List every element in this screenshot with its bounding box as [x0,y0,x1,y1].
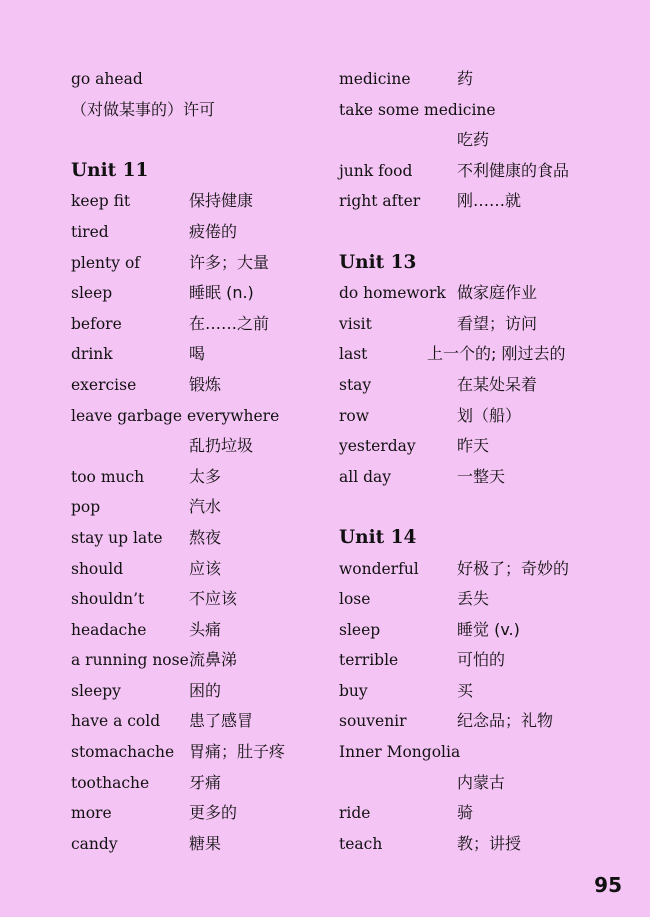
chinese-meaning: 骑 [457,803,474,823]
vocab-entry [339,370,599,401]
english-term: buy [339,681,368,700]
unit-heading: Unit 14 [339,526,417,548]
english-term: should [71,559,124,578]
english-term: have a cold [71,712,161,731]
chinese-meaning: 太多 [189,466,222,486]
english-term: plenty of [71,253,141,272]
vocab-entry [71,768,321,799]
vocab-entry [339,401,599,432]
vocab-entry [71,401,321,432]
vocab-entry [71,64,321,95]
vocab-entry [339,554,599,585]
chinese-meaning: 牙痛 [189,772,222,792]
spacer [339,492,599,523]
vocab-entry [71,339,321,370]
english-term: pop [71,498,101,517]
chinese-meaning: 在……之前 [189,313,270,333]
english-term: last [339,345,368,364]
vocab-entry [71,829,321,860]
chinese-meaning: 疲倦的 [189,221,238,241]
vocab-entry [339,186,599,217]
chinese-meaning: 药 [457,69,474,88]
vocab-entry [71,554,321,585]
chinese-meaning: 上一个的; 刚过去的 [427,344,566,364]
english-term: wonderful [339,559,419,578]
vocab-entry [339,431,599,462]
english-term: do homework [339,284,446,303]
chinese-meaning: 丢失 [457,589,490,609]
vocab-entry [339,737,599,768]
english-term: junk food [339,161,413,180]
vocab-entry [71,370,321,401]
chinese-meaning: 教；讲授 [457,833,522,853]
chinese-meaning: 头痛 [189,619,222,639]
vocab-entry [71,431,321,462]
chinese-meaning: 一整天 [457,466,506,486]
chinese-meaning: 糖果 [189,833,222,853]
vocab-entry [71,584,321,615]
english-term: tired [71,222,109,241]
chinese-meaning: 内蒙古 [457,772,506,792]
english-term: terrible [339,651,399,670]
vocab-entry [339,645,599,676]
page-number: 95 [594,873,622,897]
english-term: keep fit [71,192,131,211]
english-term: right after [339,192,421,211]
vocab-entry [71,462,321,493]
english-term: stay up late [71,528,163,547]
chinese-meaning: 困的 [189,680,222,700]
chinese-meaning: 昨天 [457,436,490,456]
vocab-entry [339,95,599,126]
vocab-entry [71,309,321,340]
chinese-meaning: 睡眠 (n.) [189,283,254,303]
chinese-meaning: 做家庭作业 [457,283,538,303]
chinese-meaning: 好极了；奇妙的 [457,558,570,578]
vocab-entry [71,676,321,707]
english-term: lose [339,590,371,609]
chinese-meaning: 刚……就 [457,191,522,211]
vocab-entry [71,217,321,248]
english-term: row [339,406,370,425]
vocab-entry [339,706,599,737]
unit-heading: Unit 13 [339,251,417,273]
vocab-entry [71,523,321,554]
chinese-meaning: 汽水 [189,497,222,517]
chinese-meaning: 许多；大量 [189,252,270,272]
vocab-entry [71,248,321,279]
chinese-meaning: 应该 [189,558,222,578]
vocab-entry [71,492,321,523]
english-term: ride [339,804,371,823]
english-term: take some medicine [339,100,496,119]
english-term: all day [339,467,392,486]
chinese-meaning: 不利健康的食品 [457,160,570,180]
english-term: a running nose [71,651,189,670]
vocab-entry [339,768,599,799]
chinese-meaning: 睡觉 (v.) [457,619,520,639]
chinese-meaning: 看望；访问 [457,313,538,333]
chinese-meaning: 流鼻涕 [189,650,238,670]
chinese-meaning: 更多的 [189,803,238,823]
chinese-meaning: 胃痛；肚子疼 [189,742,286,762]
vocab-entry [71,615,321,646]
vocab-entry [339,462,599,493]
english-term: candy [71,834,118,853]
vocab-entry [339,615,599,646]
vocab-entry [339,278,599,309]
chinese-meaning: 划（船） [457,405,522,425]
vocab-entry [339,125,599,156]
english-term: exercise [71,375,137,394]
english-term: sleepy [71,681,121,700]
chinese-meaning: 患了感冒 [189,711,254,731]
chinese-meaning: 吃药 [457,130,490,150]
chinese-meaning: 买 [457,680,474,700]
english-term: shouldn’t [71,590,145,609]
vocab-entry [339,64,599,95]
unit-heading: Unit 11 [71,159,149,181]
vocab-column-left [71,64,321,859]
spacer [339,217,599,248]
vocab-entry [71,798,321,829]
vocab-entry [339,798,599,829]
english-term: souvenir [339,712,407,731]
english-term: drink [71,345,113,364]
spacer [71,125,321,156]
english-term: stay [339,375,372,394]
english-term: too much [71,467,145,486]
vocab-entry [339,339,599,370]
vocab-entry [339,309,599,340]
english-term: yesterday [339,437,416,456]
chinese-meaning: 熬夜 [189,527,222,547]
english-term: headache [71,620,147,639]
english-term: toothache [71,773,150,792]
chinese-meaning: 锻炼 [189,374,222,394]
vocab-entry [71,737,321,768]
english-term: visit [339,314,372,333]
chinese-meaning: 保持健康 [189,191,254,211]
vocab-entry [339,584,599,615]
vocab-entry [71,186,321,217]
english-term: Inner Mongolia [339,743,461,762]
english-term: leave garbage everywhere [71,406,280,425]
vocab-entry [71,278,321,309]
english-term: medicine [339,70,411,88]
english-term: sleep [339,620,381,639]
chinese-meaning: 纪念品；礼物 [457,711,554,731]
chinese-meaning: 可怕的 [457,650,506,670]
chinese-meaning: 在某处呆着 [457,374,538,394]
vocab-column-right [339,64,599,859]
english-term: teach [339,834,383,853]
english-term: more [71,804,112,823]
vocab-definition-line [71,95,321,126]
chinese-meaning: 乱扔垃圾 [189,436,254,456]
chinese-meaning: 喝 [189,344,206,364]
english-term: go ahead [71,70,143,88]
english-term: stomachache [71,743,175,762]
vocab-entry [71,706,321,737]
vocab-entry [339,156,599,187]
chinese-meaning: （对做某事的）许可 [71,99,216,119]
chinese-meaning: 不应该 [189,589,238,609]
vocab-entry [71,645,321,676]
english-term: before [71,314,122,333]
vocab-entry [339,676,599,707]
vocab-entry [339,829,599,860]
english-term: sleep [71,284,113,303]
